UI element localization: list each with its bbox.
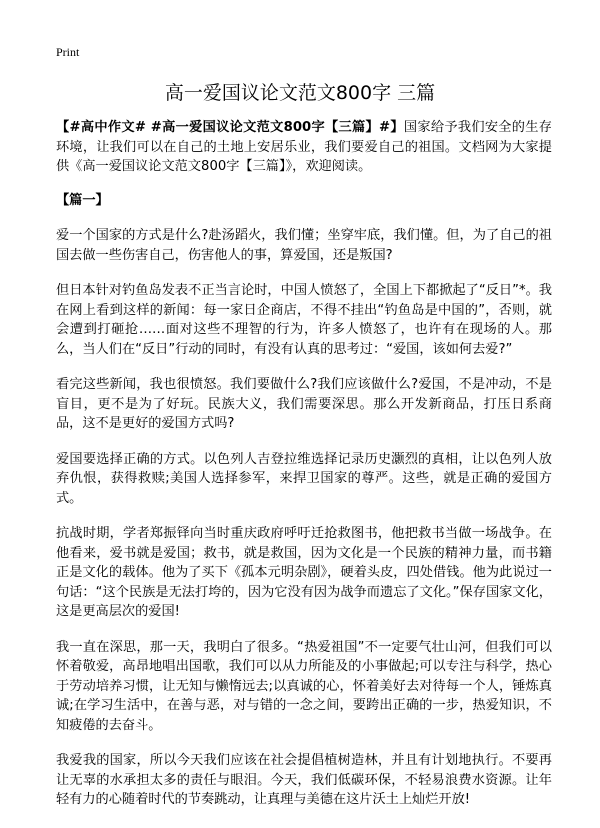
- body-paragraph: 爱一个国家的方式是什么?赴汤蹈火，我们懂；坐穿牢底，我们懂。但，为了自己的祖国去做一些伤害自己，伤害他人的事，算爱国，还是叛国?: [56, 228, 552, 263]
- page-title: 高一爱国议论文范文800字 三篇: [164, 82, 436, 104]
- print-link[interactable]: Print: [56, 45, 80, 59]
- body-paragraph: 但日本针对钓鱼岛发表不正当言论时，中国人愤怒了，全国上下都掀起了“反日”*。我在网上看到这样的新闻：每一家日企商店，不得不挂出“钓鱼岛是中国的”，否则，就会遭到打砸抢……面对这些不理智的行为，许多人愤怒了，也许有在现场的人。那么，当人们在“反日”行动的同时，有没有认真的思考过：“爱国，该如何去爱?”: [56, 283, 552, 357]
- intro-paragraph: [56, 118, 552, 177]
- article-body: [56, 118, 552, 826]
- body-paragraph: 抗战时期，学者郑振铎向当时重庆政府呼吁迁抢救图书，他把救书当做一场战争。在他看来，爱书就是爱国；救书，就是救国，因为文化是一个民族的精神力量，而书籍正是文化的载体。他为了买下《孤本元明杂剧》，硬着头皮，四处借钱。他为此说过一句话：“这个民族是无法打垮的，因为它没有因为战争而遗忘了文化。”保存国家文化，这是更高层次的爱国!: [56, 526, 552, 619]
- body-paragraph: 我一直在深思，那一天，我明白了很多。“热爱祖国”不一定要气壮山河，但我们可以怀着敬爱，高昂地唱出国歌，我们可以从力所能及的小事做起;可以专注与科学，热心于劳动培养习惯，让无知与懒惰远去;以真诚的心，怀着美好去对待每一个人，锤炼真诚;在学习生活中，在善与恶，对与错的一念之间，要跨出正确的一步，热爱知识，不知疲倦的去奋斗。: [56, 639, 552, 733]
- body-paragraph: 看完这些新闻，我也很愤怒。我们要做什么?我们应该做什么?爱国，不是冲动，不是盲目，更不是为了好玩。民族大义，我们需要深思。那么开发新商品，打压日系商品，这不是更好的爱国方式吗?: [56, 377, 552, 431]
- body-paragraph: 爱国要选择正确的方式。以色列人吉登拉维选择记录历史灏烈的真相，让以色列人放弃仇恨，获得救赎;美国人选择参军，来捍卫国家的尊严。这些，就是正确的爱国方式。: [56, 451, 552, 506]
- body-paragraph: 我爱我的国家，所以今天我们应该在社会提倡植树造林，并且有计划地执行。不要再让无辜的水承担太多的责任与眼泪。今天，我们低碳环保，不轻易浪费水资源。让年轻有力的心随着时代的节奏跳动，让真理与美德在这片沃土上灿烂开放!: [56, 753, 552, 807]
- section-heading: 【篇一】: [56, 192, 109, 208]
- intro-text: 国家给予我们安全的生存环境，让我们可以在自己的土地上安居乐业，我们要爱自己的祖国。文档网为大家提供《高一爱国议论文范文800字【三篇】》，欢迎阅读。: [56, 120, 552, 174]
- intro-tags: 【#高中作文# #高一爱国议论文范文800字【三篇】#】: [56, 120, 404, 135]
